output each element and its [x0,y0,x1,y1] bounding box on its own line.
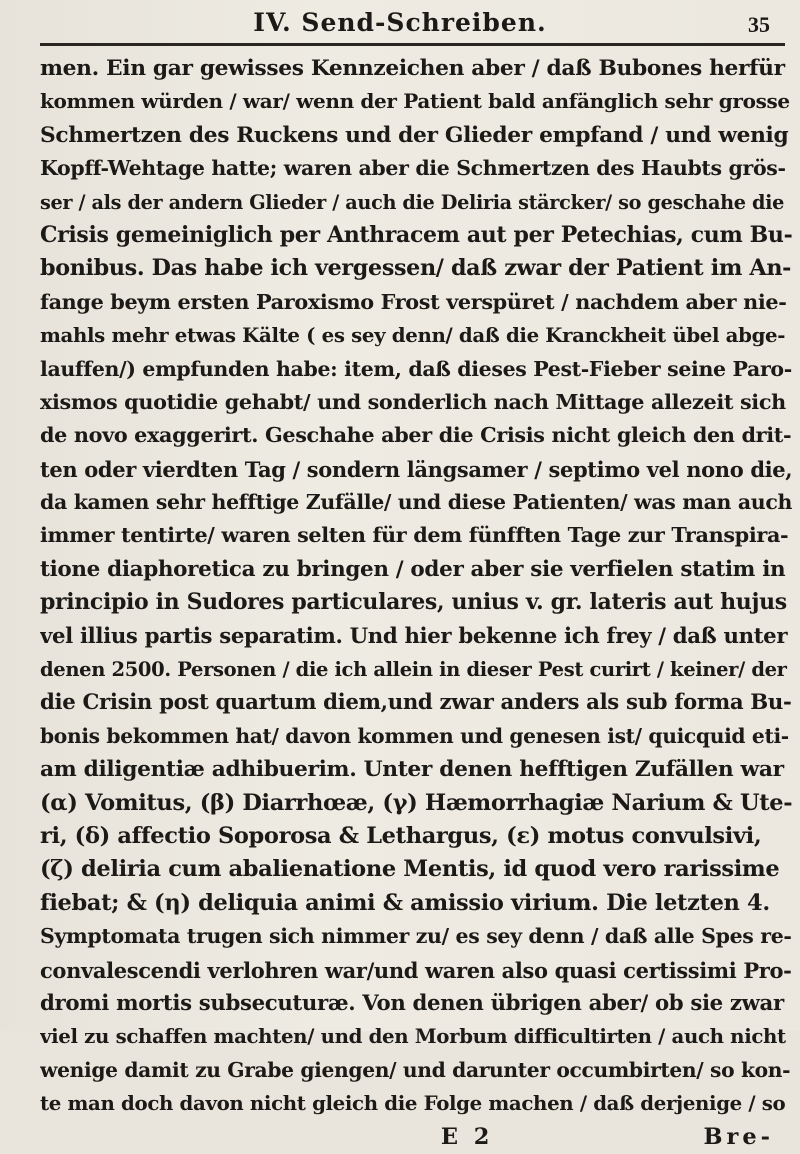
text-line: bonis bekommen hat/ davon kommen und genesen ist/ quicquid eti- [40,723,789,748]
text-line: fiebat; & (η) deliquia animi & amissio virium. Die letzten 4. [40,889,770,916]
text-line: mahls mehr etwas Kälte ( es sey denn/ daß die Kranckheit übel abge- [40,323,786,348]
running-title: IV. Send-Schreiben. [253,8,547,37]
text-line: (α) Vomitus, (β) Diarrhœæ, (γ) Hæmorrhagiæ Narium & Ute- [40,789,792,816]
text-line: die Crisin post quartum diem,und zwar anders als sub forma Bu- [40,690,792,716]
text-line: xismos quotidie gehabt/ und sonderlich nach Mittage allezeit sich [40,389,786,414]
text-line: kommen würden / war/ wenn der Patient bald anfänglich sehr grosse [40,89,790,114]
text-line: tione diaphoretica zu bringen / oder aber sie verfielen statim in [40,556,786,582]
text-line: men. Ein gar gewisses Kennzeichen aber / daß Bubones herfür [40,56,785,81]
text-line: ten oder vierdten Tag / sondern längsamer / septimo vel nono die, [40,456,792,482]
page-number: 35 [748,12,770,37]
text-line: Symptomata trugen sich nimmer zu/ es sey denn / daß alle Spes re- [40,924,792,949]
text-line: am diligentiæ adhibuerim. Unter denen hefftigen Zufällen war [40,757,784,783]
text-line: (ζ) deliria cum abalienatione Mentis, id quod vero rarissime [40,856,780,883]
text-line: bonibus. Das habe ich vergessen/ daß zwar der Patient im An- [40,255,792,282]
text-line: ser / als der andern Glieder / auch die Deliria stärcker/ so geschahe die [40,190,785,214]
text-line: da kamen sehr hefftige Zufälle/ und diese Patienten/ was man auch [40,490,792,515]
text-line: te man doch davon nicht gleich die Folge machen / daß derjenige / so [40,1091,786,1116]
text-line: Kopff-Wehtage hatte; waren aber die Schmertzen des Haubts grös- [40,156,786,181]
catchword: Bre- [703,1123,774,1150]
signature-mark: E 2 [440,1123,494,1150]
running-head [0,6,800,40]
footer-line [40,1121,792,1154]
text-line: Crisis gemeiniglich per Anthracem aut per Petechias, cum Bu- [40,221,792,248]
text-line: Schmertzen des Ruckens und der Glieder empfand / und wenig [40,122,789,148]
text-line: wenige damit zu Grabe giengen/ und darunter occumbirten/ so kon- [40,1057,791,1082]
text-line: ri, (δ) affectio Soporosa & Lethargus, (ε) motus convulsivi, [40,822,762,849]
text-line: viel zu schaffen machten/ und den Morbum difficultirten / auch nicht [40,1024,786,1049]
text-line: denen 2500. Personen / die ich allein in dieser Pest curirt / keiner/ der [40,658,787,682]
text-line: lauffen/) empfunden habe: item, daß dieses Pest-Fieber seine Paro- [40,356,792,381]
text-line: immer tentirte/ waren selten für dem fünfften Tage zur Transpira- [40,523,789,548]
text-line: vel illius partis separatim. Und hier bekenne ich frey / daß unter [40,623,788,649]
body-text [40,52,792,1154]
text-line: fange beym ersten Paroxismo Frost verspüret / nachdem aber nie- [40,289,787,314]
text-line: dromi mortis subsecuturæ. Von denen übrigen aber/ ob sie zwar [40,990,784,1016]
text-line: de novo exaggerirt. Geschahe aber die Crisis nicht gleich den drit- [40,423,792,448]
header-rule [40,43,785,46]
text-line: principio in Sudores particulares, unius v. gr. lateris aut hujus [40,589,787,616]
text-line: convalescendi verlohren war/und waren also quasi certissimi Pro- [40,957,792,983]
